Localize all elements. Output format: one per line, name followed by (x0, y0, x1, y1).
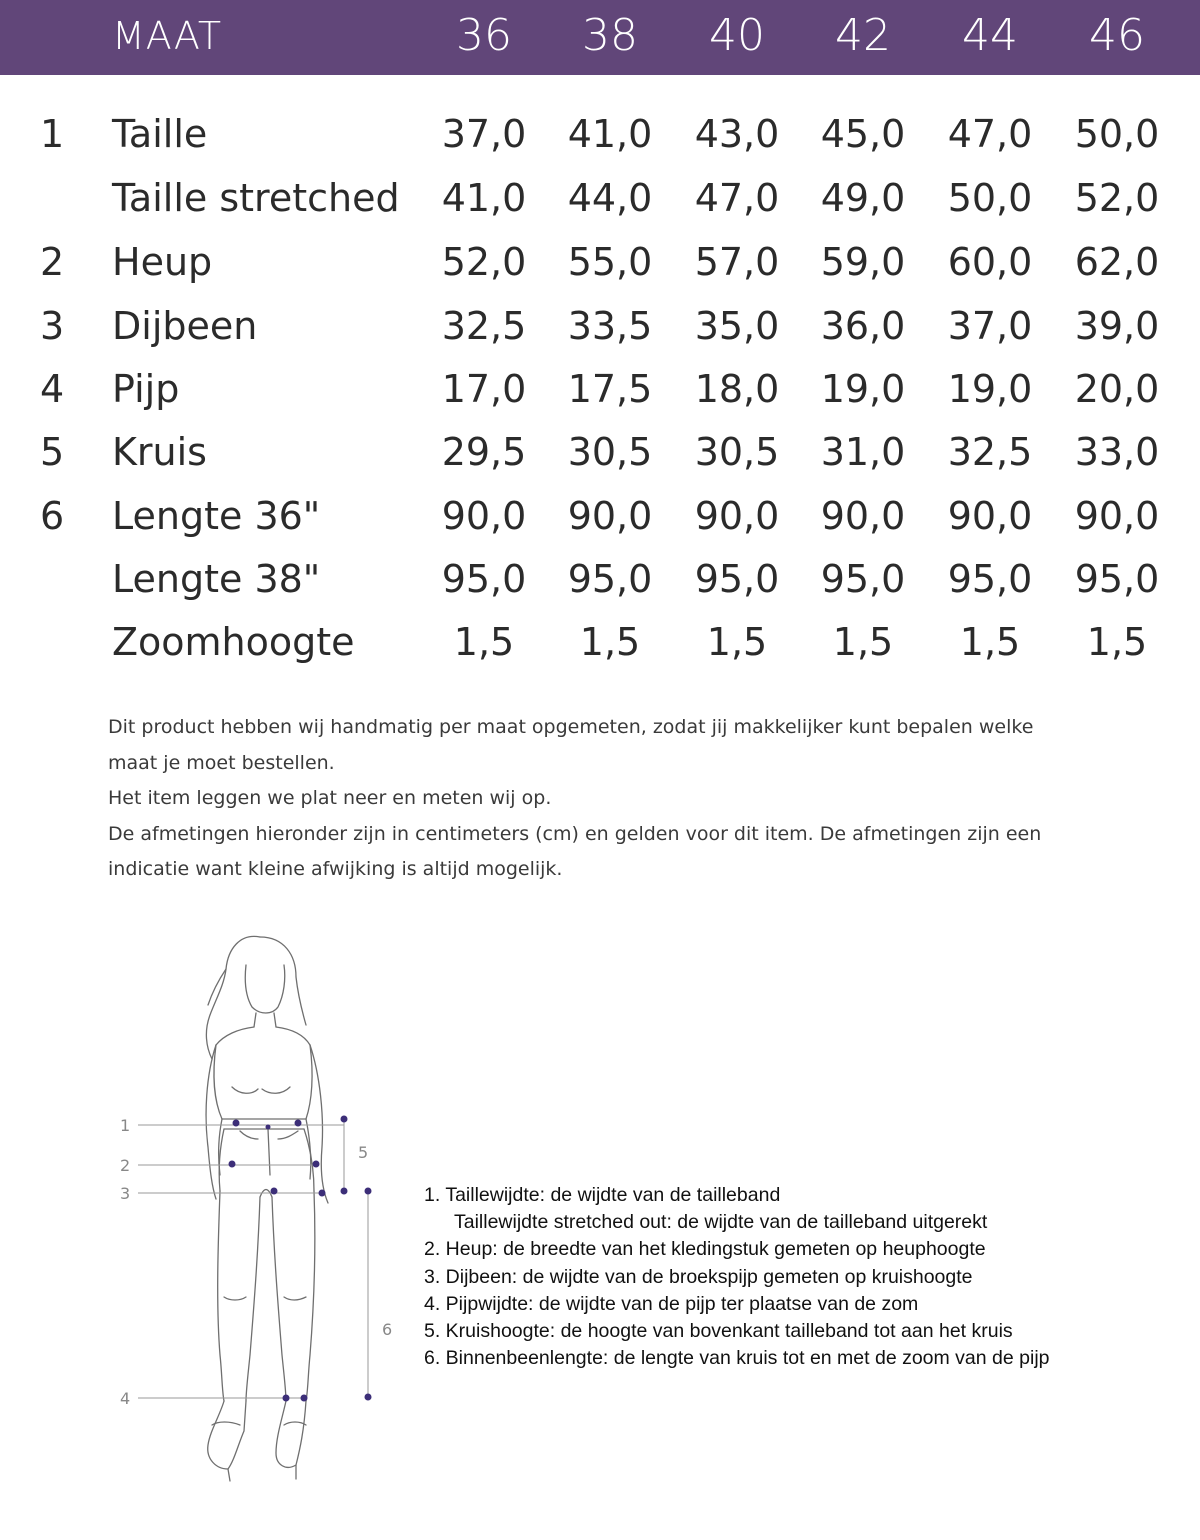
measurement-figure (100, 925, 410, 1485)
size-44-header: 44 (962, 10, 1018, 61)
row-number: 6 (40, 494, 65, 538)
row-value: 95,0 (567, 557, 653, 601)
woman-outline (206, 936, 328, 1481)
table-row (0, 304, 1200, 368)
row-value: 1,5 (706, 620, 768, 664)
row-label: Kruis (112, 430, 207, 474)
figure-label-1: 1 (120, 1116, 131, 1135)
legend-item: 4. Pijpwijdte: de wijdte van de pijp ter plaatse van de zom (424, 1292, 919, 1315)
size-42-header: 42 (835, 10, 891, 61)
row-value: 47,0 (947, 112, 1033, 156)
row-label: Heup (112, 240, 213, 284)
row-value: 30,5 (694, 430, 780, 474)
legend-item: 1. Taillewijdte: de wijdte van de tailleband (424, 1184, 781, 1206)
row-value: 18,0 (694, 367, 780, 411)
table-row (0, 176, 1200, 240)
row-value: 90,0 (947, 494, 1033, 538)
row-value: 19,0 (947, 367, 1033, 411)
description-line: Het item leggen we plat neer en meten wij op. (108, 787, 552, 809)
row-value: 55,0 (567, 240, 653, 284)
measurement-description (108, 710, 1068, 888)
legend-item: Taillewijdte stretched out: de wijdte van de tailleband uitgerekt (454, 1211, 988, 1234)
description-line: De afmetingen hieronder zijn in centimeters (cm) en gelden voor dit item. De afmetingen zijn een (108, 822, 1042, 845)
row-value: 1,5 (453, 620, 515, 664)
description-line: maat je moet bestellen. (108, 751, 335, 774)
row-number: 2 (40, 240, 65, 284)
row-value: 37,0 (947, 304, 1033, 348)
row-value: 50,0 (1074, 112, 1160, 156)
row-label: Lengte 36" (112, 494, 321, 538)
figure-label-2: 2 (120, 1156, 131, 1175)
row-value: 52,0 (1074, 176, 1160, 220)
figure-label-3: 3 (120, 1184, 131, 1203)
size-36-header: 36 (456, 10, 512, 61)
row-value: 30,5 (567, 430, 653, 474)
figure-illustration (100, 925, 410, 1485)
row-value: 31,0 (820, 430, 906, 474)
row-value: 45,0 (820, 112, 906, 156)
row-value: 37,0 (441, 112, 527, 156)
row-value: 90,0 (820, 494, 906, 538)
measurement-guides (138, 1121, 368, 1398)
row-value: 33,0 (1074, 430, 1160, 474)
row-value: 17,0 (441, 367, 527, 411)
size-40-header: 40 (709, 10, 765, 61)
row-label: Pijp (112, 367, 180, 411)
row-value: 36,0 (820, 304, 906, 348)
row-value: 90,0 (441, 494, 527, 538)
row-value: 32,5 (947, 430, 1033, 474)
row-value: 1,5 (579, 620, 641, 664)
row-value: 39,0 (1074, 304, 1160, 348)
row-label: Lengte 38" (112, 557, 321, 601)
row-value: 62,0 (1074, 240, 1160, 284)
table-row (0, 620, 1200, 684)
row-value: 1,5 (1086, 620, 1148, 664)
row-number: 3 (40, 304, 65, 348)
row-number: 5 (40, 430, 65, 474)
row-value: 90,0 (567, 494, 653, 538)
table-row (0, 494, 1200, 558)
measurement-legend (424, 1182, 1184, 1372)
row-value: 43,0 (694, 112, 780, 156)
table-row (0, 557, 1200, 621)
row-value: 90,0 (694, 494, 780, 538)
row-value: 50,0 (947, 176, 1033, 220)
row-label: Dijbeen (112, 304, 258, 348)
row-value: 60,0 (947, 240, 1033, 284)
row-value: 57,0 (694, 240, 780, 284)
row-value: 49,0 (820, 176, 906, 220)
figure-label-6: 6 (382, 1320, 393, 1339)
row-value: 19,0 (820, 367, 906, 411)
size-header-bar (0, 0, 1200, 75)
row-value: 1,5 (832, 620, 894, 664)
row-number: 4 (40, 367, 65, 411)
row-value: 95,0 (947, 557, 1033, 601)
size-38-header: 38 (582, 10, 638, 61)
figure-label-4: 4 (120, 1389, 131, 1408)
row-value: 95,0 (694, 557, 780, 601)
row-value: 47,0 (694, 176, 780, 220)
table-row (0, 240, 1200, 304)
table-row (0, 367, 1200, 431)
row-value: 17,5 (567, 367, 653, 411)
row-value: 41,0 (441, 176, 527, 220)
row-value: 59,0 (820, 240, 906, 284)
row-number: 1 (40, 112, 65, 156)
size-46-header: 46 (1089, 10, 1145, 61)
row-label: Taille (112, 112, 208, 156)
row-value: 90,0 (1074, 494, 1160, 538)
row-value: 44,0 (567, 176, 653, 220)
row-label: Zoomhoogte (112, 620, 355, 664)
legend-item: 6. Binnenbeenlengte: de lengte van kruis tot en met de zoom van de pijp (424, 1347, 1050, 1370)
row-value: 33,5 (567, 304, 653, 348)
figure-label-5: 5 (358, 1143, 369, 1162)
table-row (0, 112, 1200, 176)
row-label: Taille stretched (112, 176, 400, 220)
legend-item: 3. Dijbeen: de wijdte van de broekspijp gemeten op kruishoogte (424, 1265, 973, 1288)
legend-item: 2. Heup: de breedte van het kledingstuk gemeten op heuphoogte (424, 1238, 986, 1261)
row-value: 95,0 (1074, 557, 1160, 601)
row-value: 95,0 (441, 557, 527, 601)
row-value: 41,0 (567, 112, 653, 156)
row-value: 95,0 (820, 557, 906, 601)
row-value: 29,5 (441, 430, 527, 474)
row-value: 35,0 (694, 304, 780, 348)
table-row (0, 430, 1200, 494)
maat-label: MAAT (112, 14, 223, 58)
row-value: 52,0 (441, 240, 527, 284)
row-value: 32,5 (441, 304, 527, 348)
description-line: Dit product hebben wij handmatig per maat opgemeten, zodat jij makkelijker kunt bepalen welke (108, 716, 1034, 738)
description-line: indicatie want kleine afwijking is altijd mogelijk. (108, 858, 563, 880)
row-value: 20,0 (1074, 367, 1160, 411)
row-value: 1,5 (959, 620, 1021, 664)
legend-item: 5. Kruishoogte: de hoogte van bovenkant tailleband tot aan het kruis (424, 1320, 1013, 1343)
